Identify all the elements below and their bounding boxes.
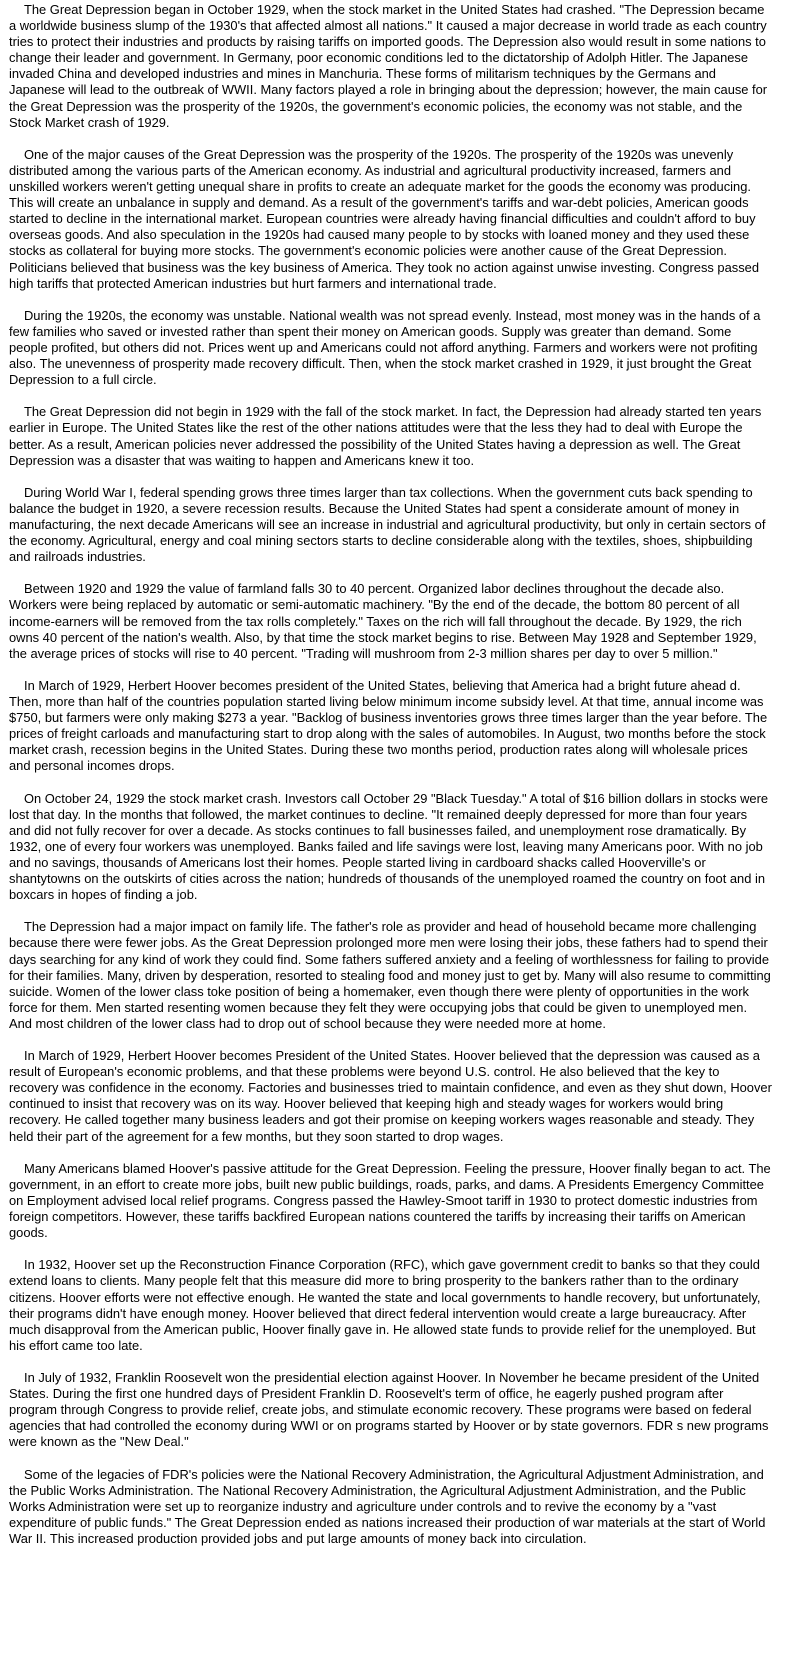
paragraph-fdr-legacies: Some of the legacies of FDR's policies were the National Recovery Administration, the Agricultural Adjustment Administration, and the Public Works Administration. The National Recovery Administration, the Agricultural Adjustment Administration, and the Public Works Administration were set up to reorganize industry and agriculture under controls and to revive the economy by a "vast expenditure of public funds." The Great Depression ended as nations increased their production of war materials at the start of World War II. This increased production provided jobs and put large amounts of money back into circulation. — [9, 1466, 766, 1546]
paragraph-family-life: The Depression had a major impact on family life. The father's role as provider and head of household became more challenging because there were fewer jobs. As the Great Depression prolonged more men were losing their jobs, these fathers had to spend their days searching for any kind of work they could find. Some fathers suffered anxiety and a feeling of worthlessness for failing to provide for their families. Many, driven by desperation, resorted to stealing food and money just to get by. Many will also resume to committing suicide. Women of the lower class toke position of being a homemaker, even though there were plenty of opportunities in the work force for them. Men started resenting women because they felt they were occupying jobs that could be given to unemployed men. And most children of the lower class had to drop out of school because they were needed more at home. — [9, 919, 771, 1031]
paragraph-intro: The Great Depression began in October 1929, when the stock market in the United States had crashed. "The Depression became a worldwide business slump of the 1930's that affected almost all nations." It caused a major decrease in world trade as each country tries to protect their industries and products by raising tariffs on imported goods. The Depression also would result in some nations to change their leader and government. In Germany, poor economic conditions led to the dictatorship of Adolph Hitler. The Japanese invaded China and developed industries and mines in Manchuria. These forms of militarism techniques by the Germans and Japanese will lead to the outbreak of WWII. Many factors played a role in bringing about the depression; however, the main cause for the Great Depression was the prosperity of the 1920s, the government's economic policies, the economy was not stable, and the Stock Market crash of 1929. — [9, 2, 768, 130]
paragraph-unstable-economy: During the 1920s, the economy was unstable. National wealth was not spread evenly. Instead, most money was in the hands of a few families who saved or invested rather than spent their money on American goods. Supply was greater than demand. Some people profited, but others did not. Prices went up and Americans could not afford anything. Farmers and workers were not profiting also. The unevenness of prosperity made recovery difficult. Then, when the stock market crashed in 1929, it just brought the Great Depression to a full circle. — [9, 307, 761, 388]
paragraph-farmland-values: Between 1920 and 1929 the value of farmland falls 30 to 40 percent. Organized labor declines throughout the decade also. Workers were being replaced by automatic or semi-automatic machinery. "By the end of the decade, the bottom 80 percent of all income-earners will be removed from the tax rolls completely." Taxes on the rich will fall throughout the decade. By 1929, the rich owns 40 percent of the nation's wealth. Also, by that time the stock market begins to rise. Between May 1928 and September 1929, the average prices of stocks will rise to 40 percent. "Trading will mushroom from 2-3 million shares per day to over 5 million." — [9, 581, 757, 661]
paragraph-prosperity-1920s: One of the major causes of the Great Depression was the prosperity of the 1920s. The prosperity of the 1920s was unevenly distributed among the various parts of the American economy. As industrial and agricultural productivity increased, farmers and unskilled workers weren't getting unequal share in profits to create an adequate market for the goods the economy was producing. This will create an unbalance in supply and demand. As a result of the government's tariffs and war-debt policies, American goods started to decline in the international market. European countries were already having financial difficulties and couldn't afford to buy overseas goods. And also speculation in the 1920s had caused many people to by stocks with loaned money and they used these stocks as collateral for buying more stocks. The government's economic policies were another cause of the Great Depression. Politicians believed that business was the key business of America. They took no action against unwise investing. Congress passed high tariffs that protected American industries but hurt farmers and international trade. — [9, 146, 759, 291]
paragraph-roosevelt-new-deal: In July of 1932, Franklin Roosevelt won the presidential election against Hoover. In November he became president of the United States. During the first one hundred days of President Franklin D. Roosevelt's term of office, he eagerly pushed program after program through Congress to provide relief, create jobs, and stimulate economic recovery. These programs were based on federal agencies that had controlled the economy during WWI or on programs started by Hoover or by state governors. FDR s new programs were known as the "New Deal." — [9, 1369, 769, 1450]
paragraph-hoover-1929: In March of 1929, Herbert Hoover becomes president of the United States, believing that America had a bright future ahead d. Then, more than half of the countries population started living below minimum income subsidy level. At that time, annual income was $750, but farmers were only making $273 a year. "Backlog of business inventories grows three times larger than the year before. The prices of freight carloads and manufacturing start to drop along with the sales of automobiles. In August, two months before the stock market crash, recession begins in the United States. During these two months period, production rates along will wholesale prices and personal incomes drops. — [9, 677, 768, 774]
paragraph-stock-market-crash: On October 24, 1929 the stock market crash. Investors call October 29 "Black Tuesday." A total of $16 billion dollars in stocks were lost that day. In the months that followed, the market continues to decline. "It remained deeply depressed for more than four years and did not fully recover for over a decade. As stocks continues to fall businesses failed, and unemployment rose dramatically. By 1932, one of every four workers was unemployed. Banks failed and life savings were lost, leaving many Americans poor. With no job and no savings, thousands of Americans lost their homes. People started living in cardboard shacks called Hooverville's or shantytowns on the outskirts of cities across the nation; hundreds of thousands of the unemployed roamed the country on foot and in boxcars in hopes of finding a job. — [9, 790, 769, 903]
paragraph-hoover-blame: Many Americans blamed Hoover's passive attitude for the Great Depression. Feeling the pressure, Hoover finally began to act. The government, in an effort to create more jobs, built new public buildings, roads, parks, and dams. A Presidents Emergency Committee on Employment advised local relief programs. Congress passed the Hawley-Smoot tariff in 1930 to protect domestic industries from foreign competitors. However, these tariffs backfired European nations countered the tariffs by increasing their tariffs on American goods. — [9, 1160, 771, 1241]
paragraph-world-war-one: During World War I, federal spending grows three times larger than tax collections. When the government cuts back spending to balance the budget in 1920, a severe recession results. Because the United States had spent a considerate amount of money in manufacturing, the next decade Americans will see an increase in industrial and agricultural productivity, but only in certain sectors of the economy. Agricultural, energy and coal mining sectors starts to decline considerable along with the textiles, shoes, shipbuilding and railroads industries. — [9, 484, 766, 565]
paragraph-hoover-beliefs: In March of 1929, Herbert Hoover becomes President of the United States. Hoover believed that the depression was caused as a result of European's economic problems, and that these problems were beyond U.S. control. He also believed that the key to recovery was confidence in the economy. Factories and businesses tried to maintain confidence, and even as they shut down, Hoover continued to insist that recovery was on its way. Hoover believed that keeping high and steady wages for workers would bring recovery. He called together many business leaders and got their promise on keeping workers wages reasonable and steady. They held their part of the agreement for a few months, but they soon started to drop wages. — [9, 1048, 772, 1144]
paragraph-europe-depression: The Great Depression did not begin in 1929 with the fall of the stock market. In fact, the Depression had already started ten years earlier in Europe. The United States like the rest of the other nations attitudes were that the less they had to deal with Europe the better. As a result, American policies never addressed the possibility of the United States having a depression as well. The Great Depression was a disaster that was waiting to happen and Americans knew it too. — [9, 404, 762, 468]
paragraph-rfc: In 1932, Hoover set up the Reconstruction Finance Corporation (RFC), which gave government credit to banks so that they could extend loans to clients. Many people felt that this measure did more to bring prosperity to the bankers rather than to the ordinary citizens. Hoover efforts were not effective enough. He wanted the state and local governments to handle recovery, but unfortunately, their programs didn't have enough money. Hoover believed that direct federal intervention would create a large bureaucracy. After much disapproval from the American public, Hoover finally gave in. He allowed state funds to provide relief for the unemployed. But his effort came too late. — [9, 1257, 761, 1353]
